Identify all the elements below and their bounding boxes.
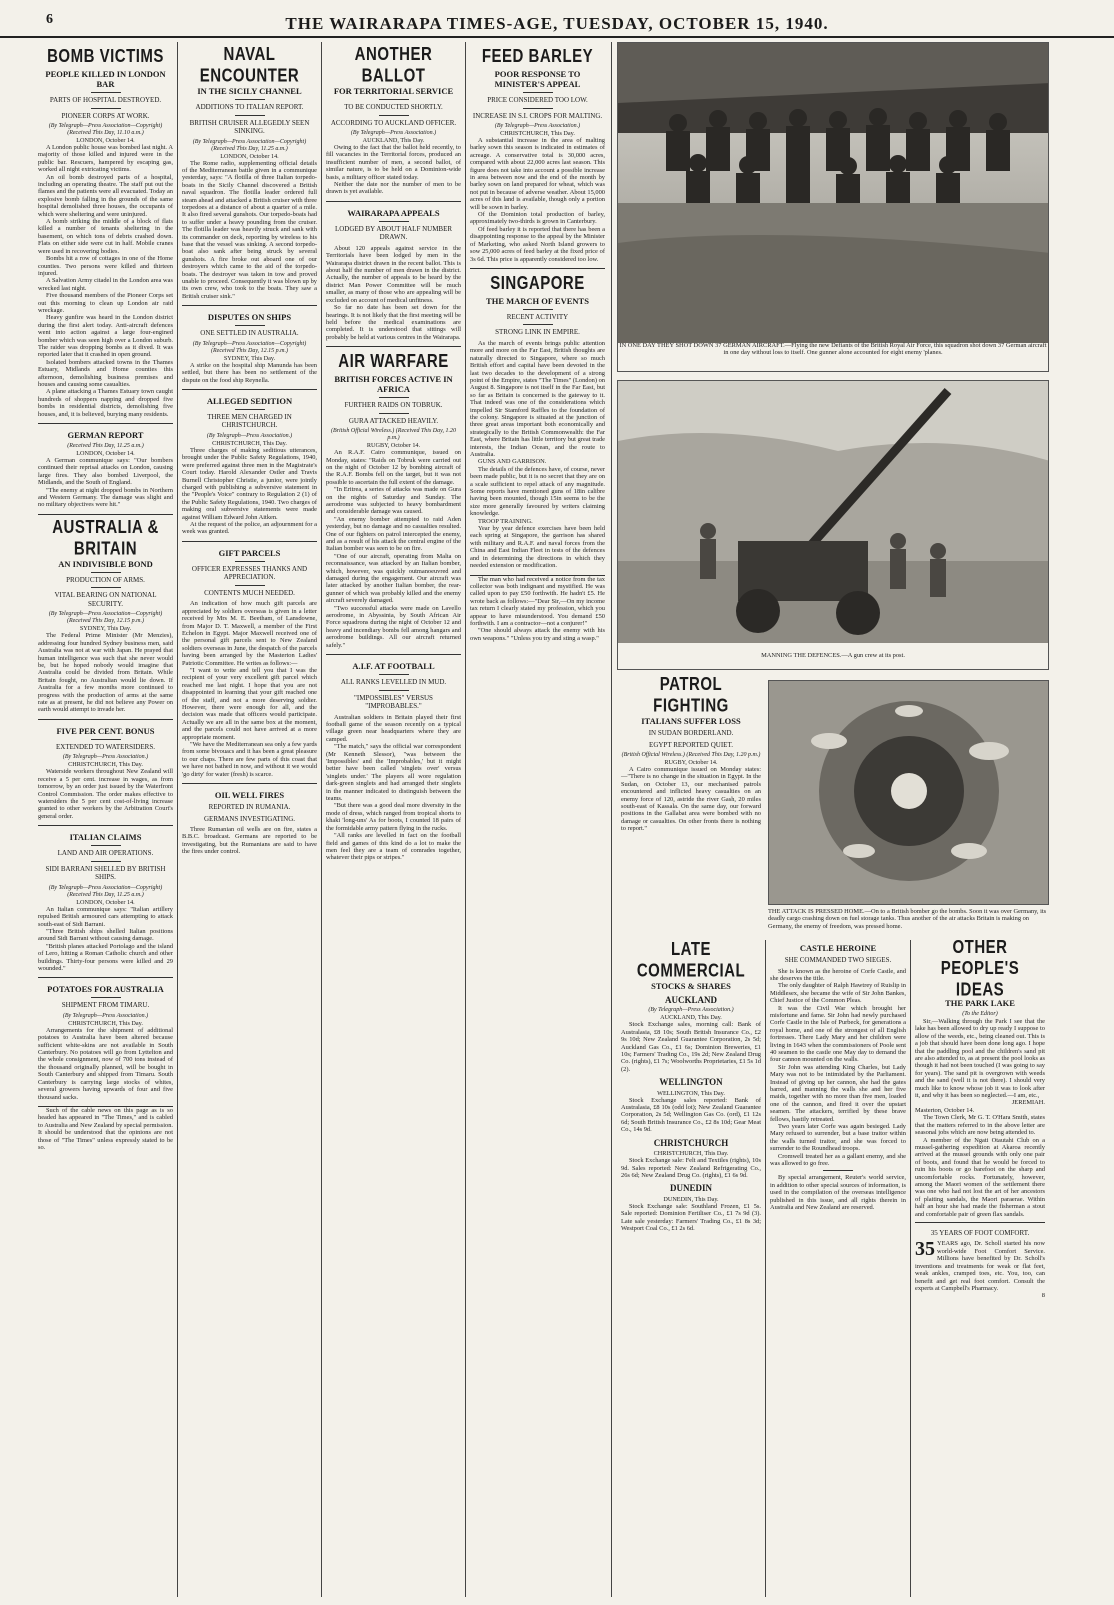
story-subhead: AN INDIVISIBLE BOND (58, 558, 153, 569)
story (182, 542, 317, 784)
paragraph: Stock Exchange sales, morning call: Bank of Australasia, £8 10s; South British Insurance Co., £2 9s 10d; New Zealand Guarantee Corporation, 2s 5d; Auckland Gas Co., £1 6s; Dominion Breweries, £1 10s; Farmers' Trading Co., 19s 2d; New Zealand Drug Co. (rights), £1 7s; Woolworths Proprietaries, £1 5s 1d (2). (621, 1021, 761, 1073)
paragraph: An oil bomb destroyed parts of a hospital, including an operating theatre. The staff put out the flames and the patients were all evacuated. Today an explosive bomb falling in the grounds of the same hospital demolished three houses, the occupants of which were sheltering and were uninjured. (38, 173, 173, 218)
deck-rule (91, 739, 121, 740)
paragraph: A bomb striking the middle of a block of flats killed a number of tenants sheltering in the basement, on which tons of debris crashed down. Flats on either side were cut in half. Mobile cranes were used in recovering bodies. (38, 218, 173, 255)
story-subhead: POOR RESPONSE TO MINISTER'S APPEAL (494, 69, 581, 89)
page-number: 6 (46, 12, 53, 27)
paragraph: A strike on the hospital ship Manunda has been settled, but there has been no settlement of the dispute on the food ship Reynella. (182, 361, 317, 384)
paragraph: A substantial increase in the area of malting barley sown this season is indicated in estimates of acreage. A conservative total is 30,000 acres, compared with about 22,000 acres last season. This figure does not take into account a possible increase in area between now and the end of the month by barley sown on land prepared for wheat, which was not put in because of adverse weather. About 15,000 acres of this land is available, though only a portion will be sown in barley. (470, 137, 605, 211)
story-headline: FEED BARLEY (481, 45, 594, 68)
story-deck: BRITISH CRUISER ALLEGEDLY SEEN SINKING. (189, 118, 310, 135)
credit-line: (By Telegraph—Press Association.) (62, 754, 149, 761)
paragraph: "The match," says the official war correspondent (Mr Kenneth Slessor), "was between the 'Impossibles' and the 'Improbables,' but it might better have been called 'singlets over' versus 'singlets under.' The players all wore regulation dark-green singlets and had arranged their singlets in the manner indicated to distinguish between the teams. (326, 743, 461, 803)
story-headline: BOMB VICTIMS (47, 45, 164, 68)
paragraph: "Three British ships shelled Italian positions around Sidi Barrani without causing damage. (38, 927, 173, 943)
castle-column (766, 940, 910, 1597)
deck-rule (379, 397, 409, 398)
story (182, 306, 317, 390)
story-subhead: WAIRARAPA APPEALS (347, 207, 440, 218)
dateline: SYDNEY, This Day. (223, 354, 276, 362)
story-deck: REPORTED IN RUMANIA. (208, 803, 291, 812)
credit-line: (By Telegraph—Press Association.) (62, 1012, 149, 1019)
credit-line: (By Telegraph—Press Association—Copyright) (Received This Day, 12.15 p.m.) (192, 340, 307, 354)
paragraph: A London public house was bombed last night. A majority of those killed and injured were in the public bar. Rescuers, hampered by escaping gas, worked all night extricating victims. (38, 144, 173, 174)
paragraph: Heavy gunfire was heard in the London district during the first alert today. Anti-aircraft defences went into action against a large four-engined bomber which was seen high over a London suburb. The raider was dropping bombs as it dived. It was reported later that it crashed in open ground. (38, 314, 173, 359)
story-subhead: IN THE SICILY CHANNEL (197, 86, 302, 96)
story-deck: SIDI BARRANI SHELLED BY BRITISH SHIPS. (45, 864, 166, 882)
paragraph: Owing to the fact that the ballot held recently, to fill vacancies in the Territorial forces, produced an insufficient number of men, a second ballot, of similar nature, is to be held on a Dominion-wide basis, a military officer stated today. (326, 144, 461, 181)
deck-rule (235, 585, 265, 586)
commercial-column (617, 940, 765, 1597)
credit-line: (By Telegraph—Press Association.) (494, 123, 581, 129)
paragraph: About 120 appeals against service in the Territorials have been lodged by men in the Wairarapa district drawn in the recent ballot. This is about half the number of men drawn in the district. Actually, the number of appeals to be heard by the district Man Power Committee will be much smaller, as many of those who are appealing will be excluded on account of medical unfitness. (326, 244, 461, 304)
credit-line: (By Telegraph—Press Association.) (648, 1007, 734, 1014)
advert-text: YEARS ago, Dr. Scholl started his now world-wide Foot Comfort Service. Millions have benefited by Dr. Scholl's inventions and treatments for weak or flat feet, weak ankles, cramped toes, etc. You, too, can benefit and get real foot comfort. Consult the experts at Campbell's Pharmacy. (915, 1240, 1045, 1292)
story-deck: PARTS OF HOSPITAL DESTROYED. (49, 96, 162, 104)
story-deck: TO BE CONDUCTED SHORTLY. (344, 103, 443, 111)
paragraph: The Town Clerk, Mr G. T. O'Hara Smith, states that the matters referred to in the above letter are seasonal jobs which are now being attended to. (915, 1114, 1045, 1137)
paragraph: As the march of events brings public attention more and more on the Far East, British thoughts are naturally directed to Singapore, where so much British effort and capital have been devoted in the last two decades to the development of a strong point of the Empire, states "The Times" (London) on August 8. Singapore is not itself in the Far East, but so far as Britain is concerned is the gateway to it. That indeed was one of the considerations which impelled Sir Stamford Raffles to the foundation of the colony. Singapore is situated at the junction of three great areas important both economically and strategically to the British Commonwealth: the Far East, where Britain has little territory but great trade interests, the Indian Ocean, and the route to Australia. (470, 339, 605, 458)
advert (915, 1222, 1045, 1305)
deck-rule (235, 325, 265, 326)
paragraph: Of feed barley it is reported that there has been a disappointing response to the appeal by the Minister of Marketing, who asked North Island growers to sow 25,000 acres of feed barley at the fixed price of 3s 6d. This price is apparently considered too low. (470, 225, 605, 263)
story-deck: LAND AND AIR OPERATIONS. (57, 849, 154, 858)
advert-headline: 35 YEARS OF FOOT COMFORT. (930, 1228, 1030, 1237)
paragraph: A member of the Ngati Otautahi Club on a mussel-gathering expedition at Akaroa recently arrived at the mussel grounds with only one pair of boots, and found that he would be forced to ruin his boots or go barefoot on the sharp and uncomfortable rocks. Fortunately, however, among the Maori women of the settlement there was one who had not lost the art of her ancestors of plaiting sandals, the Maori paraerae. Within half an hour she had made the fisherman a stout and comfortable pair of green flax sandals. (915, 1136, 1045, 1218)
paragraph: "British planes attacked Portolago and the island of Lero, hitting a Roman Catholic church and other buildings. Thirty-four persons were killed and 29 wounded." (38, 942, 173, 972)
deck-rule (235, 115, 265, 116)
column-3 (322, 42, 465, 1597)
deck-rule (235, 99, 265, 100)
dateline: RUGBY, October 14. (366, 442, 421, 450)
story (38, 42, 173, 424)
story (470, 269, 605, 576)
city-heading: CHRISTCHURCH (653, 1137, 729, 1148)
paragraph: So far no date has been set down for the hearings. It is not likely that the first meeting will be held before the medical examinations are completed. It is understood that sittings will probably be held at various centres in the Wairarapa. (326, 304, 461, 341)
credit-line: (By Telegraph—Press Association—Copyright) (Received This Day, 12.15 p.m.) (48, 611, 163, 625)
story-deck: INCREASE IN S.I. CROPS FOR MALTING. (472, 111, 603, 120)
story (470, 42, 605, 269)
paragraph: The details of the defences have, of course, never been made public, but it is no secret that they are on a scale sufficient to repel attack of any magnitude. Some reports have mentioned guns of 18in calibre having been mounted, though 15in seems to be the size more generally favoured by writers claiming knowledge. (470, 465, 605, 518)
story-deck: FURTHER RAIDS ON TOBRUK. (344, 401, 443, 410)
paragraph: Neither the date nor the number of men to be drawn is yet available. (326, 181, 461, 196)
deck-rule (379, 690, 409, 691)
story (38, 515, 173, 720)
paragraph: "One of our aircraft, operating from Malta on reconnaissance, was attacked by an Italian bomber, which, however, was quickly outmanoeuvred and damaged during the engagement. Our aircraft was later attacked by another Italian bomber, the rear-gunner of which was probably killed and the enemy aircraft severely damaged. (326, 552, 461, 605)
story-deck: GERMANS INVESTIGATING. (204, 814, 295, 823)
deck-rule (523, 309, 553, 310)
story (326, 42, 461, 202)
story-subhead: GIFT PARCELS (218, 547, 281, 558)
story-deck: PRODUCTION OF ARMS. (66, 575, 145, 584)
story-deck: IN SUDAN BORDERLAND. (648, 729, 734, 737)
story (38, 978, 173, 1107)
story-headline: AUSTRALIA & BRITAIN (52, 516, 159, 560)
story-deck: PRICE CONSIDERED TOO LOW. (487, 96, 588, 104)
story-subhead: POTATOES FOR AUSTRALIA (47, 984, 164, 995)
paragraph: GUNS AND GARRISON. (478, 458, 547, 466)
story-headline: CASTLE HEROINE (799, 943, 877, 953)
dateline: AUCKLAND, This Day. (660, 1014, 722, 1022)
deck-rule (379, 674, 409, 675)
column-1 (34, 42, 177, 1597)
deck-rule (523, 108, 553, 109)
paragraph: Isolated bombers attacked towns in the Thames Estuary, Midlands and Home counties this afternoon, demolishing business premises and houses and causing some casualties. (38, 358, 173, 388)
credit-line: (By Telegraph—Press Association—Copyright) (Received This Day, 11.25 a.m.) (192, 138, 307, 152)
photo-bomber (768, 680, 1049, 905)
paragraph: "In Eritrea, a series of attacks was made on Gura on the nights of Saturday and Sunday. The aerodrome was subjected to heavy bombardment and considerable damage was caused. (326, 486, 461, 516)
story-headline: AIR WARFARE (338, 351, 449, 373)
dateline: WELLINGTON, This Day. (657, 1089, 725, 1097)
paragraph: Arrangements for the shipment of additional potatoes to Australia have been altered because sufficient white-skins are not available in South Canterbury. No potatoes will go from Lyttelton and the whole consignment, now of 700 tons instead of the thousand originally planned, will be bought in South Canterbury and shipped from Timaru. South Canterbury is carrying large stocks of whites, several growers having upwards of four and five thousand sacks. (38, 1026, 173, 1101)
city-heading: WELLINGTON (659, 1077, 723, 1088)
paragraph: The Rome radio, supplementing official details of the Mediterranean battle given in a communique yesterday, says: "A flotilla of three Italian torpedo-boats in the Sicily Channel discovered a British naval squadron. The flotilla leader ordered full steam ahead and attacked a British cruiser with three torpedoes at a distance of about a quarter of a mile. It also fired several gunshots. Our torpedo-boats had to suffer under a heavy pounding from the cruiser. The flotilla leader was heavily struck and sank with its commander on deck, reporting by wireless to his base that the vessel was sinking. A second torpedo-boat also sank after being struck by several gunshots. A fire broke out aboard one of our destroyers which came to the aid of the torpedo-boats. The destroyer was taken in tow and proved unable to proceed. Consequently it was blown up by its own crew, who took to the boats. They saw a British cruiser sink." (182, 159, 317, 300)
story-subhead: BRITISH FORCES ACTIVE IN AFRICA (334, 374, 453, 395)
city-heading: AUCKLAND (664, 995, 717, 1005)
photo-gun-crew (617, 380, 1049, 670)
story (182, 390, 317, 542)
paragraph: The only daughter of Ralph Hawtrey of Ruislip in Middlesex, she became the wife of Sir John Bankes, Chief Justice of the Common Pleas. (770, 982, 906, 1005)
story-deck: LODGED BY ABOUT HALF NUMBER DRAWN. (334, 224, 453, 242)
story-deck: PIONEER CORPS AT WORK. (61, 111, 150, 120)
paragraph: "I want to write and tell you that I was the recipient of your very excellent gift parcel which reached me last night. I hope that you are not disappointed in learning that your gift reached one of the staff, and not a more deserving soldier. However, there were enough for all, and the decision was made that officers would participate. Actually we are all in the same box at the moment, and the parcels could not have arrived at a more appropriate moment. (182, 666, 317, 741)
story-deck: OFFICER EXPRESSES THANKS AND APPRECIATION. (191, 564, 308, 582)
dateline: LONDON, October 14. (76, 137, 135, 144)
column-rule (611, 42, 612, 1597)
story-subhead: STOCKS & SHARES (651, 981, 731, 991)
patrol-story (617, 675, 765, 937)
deck-rule (91, 861, 121, 862)
credit-line: (British Official Wireless.) (Received This Day, 1.20 p.m.) (621, 752, 761, 758)
paragraph: Two years later Corfe was again besieged. Lady Mary refused to surrender, but a base traitor within the walls turned traitor, and she was forced to surrender to the Roundhead troops. (770, 1123, 906, 1153)
paragraph: A Salvation Army citadel in the London area was wrecked last night. (38, 277, 173, 292)
paragraph: An R.A.F. Cairo communique, issued on Monday, states: "Raids on Tobruk were carried out on the night of October 12 by bombing aircraft of the R.A.F. Bombs fell on the target, but it was not possible to ascertain the full extent of the damage. (326, 449, 461, 486)
story-subhead: THE MARCH OF EVENTS (486, 295, 589, 306)
story (38, 424, 173, 515)
paragraph: It was the Civil War which brought her misfortune and fame. Sir John had newly purchased Corfe Castle in the Isle of Purbeck, for generations a royal home, and one of the strongest of all English fortresses. There Lady Mary and her children were living in 1643 when the commissioners of Poole sent 40 seamen to the castle one May day to demand the four cannon mounted on the walls. (770, 1004, 906, 1064)
story-deck: EGYPT REPORTED QUIET. (649, 740, 733, 749)
deck-rule (91, 997, 121, 998)
letter-to: (To the Editor) (962, 1011, 998, 1017)
dateline: LONDON, October 14. (220, 152, 279, 160)
caption-squadron: IN ONE DAY THEY SHOT DOWN 37 GERMAN AIRCRAFT.—Flying the new Defiants of the British Royal Air Force, this squadron shot down 37 German aircraft in one day without loss to itself. One gunner alone accounted for eight enemy 'planes. (619, 342, 1047, 357)
paragraph: Sir,—Walking through the Park I see that the lake has been allowed to dry up ready I suppose to allow of the weeds, etc., being cleaned out. This is a job that should have been done long ago. I hope that the paddling pool and the children's sand pit are also attended to, as at present the pool looks as though it had not been touched (I was going to say for years). The sand pit is overgrown with weeds and the sand (well it is not there). I should very much like to know whose job it was to look after it, and why it has been so neglected.—I am, etc., (915, 1018, 1045, 1100)
caption-gun-crew: MANNING THE DEFENCES.—A gun crew at its post. (761, 652, 905, 659)
paragraph: She is known as the heroine of Corfe Castle, and she deserves the title. (770, 967, 906, 982)
story-deck: EXTENDED TO WATERSIDERS. (56, 742, 155, 751)
paragraph: "But there was a good deal more diversity in the mode of dress, which ranged from tropical shorts to khaki 'long-uns' As for boots, I counted 18 pairs of the formidable army pattern flying in the rucks. (326, 802, 461, 832)
story-headline: PATROL FIGHTING (653, 675, 729, 717)
paragraph: "The enemy at night dropped bombs in Northern and Western Germany. The damage was slight and no military objectives were hit." (38, 486, 173, 509)
deck-rule (235, 561, 265, 562)
deck-rule (523, 324, 553, 325)
story-subhead: DISPUTES ON SHIPS (207, 312, 292, 323)
story-deck: ONE SETTLED IN AUSTRALIA. (200, 329, 299, 338)
dateline: AUCKLAND, This Day. (362, 137, 425, 144)
story-subhead: GERMAN REPORT (67, 430, 144, 441)
credit-line: (British Official Wireless.) (Received This Day, 1.20 p.m.) (331, 428, 456, 442)
story-deck: RECENT ACTIVITY (506, 312, 569, 321)
story-headline: OTHER PEOPLE'S IDEAS (940, 940, 1020, 1001)
paragraph: A German communique says: "Our bombers continued their reprisal attacks on London, causing large fires. They also bombed Liverpool, the Midlands, and the South of England. (38, 457, 173, 487)
reuters-note: By special arrangement, Reuter's world service, in addition to other special sources of information, is used in the compilation of the overseas intelligence published in this issue, and all rights therein in Australia and New Zealand are reserved. (770, 1174, 906, 1212)
deck-rule (91, 108, 121, 109)
dateline: RUGBY, October 14. (664, 759, 718, 766)
story-deck: "IMPOSSIBLES" VERSUS "IMPROBABLES." (354, 693, 433, 711)
story-subhead: OIL WELL FIRES (214, 790, 285, 801)
story-deck: SHIPMENT FROM TIMARU. (61, 1001, 150, 1010)
deck-rule (91, 572, 121, 573)
story-headline: NAVAL ENCOUNTER (199, 43, 300, 87)
column-2 (178, 42, 321, 1597)
story-subhead: A.I.F. AT FOOTBALL (352, 661, 435, 672)
story-deck: CONTENTS MUCH NEEDED. (204, 588, 295, 597)
paragraph: An Italian communique says: "Italian artillery repulsed British armoured cars attempting to attack south-east of Sidi Barrani. (38, 905, 173, 928)
paragraph: An indication of how much gift parcels are appreciated by soldiers overseas is given in a letter received by Mrs M. E. Beetham, of Lansdowne, from Major D. T. Maxwell, a member of the First Echelon in Egypt. Major Maxwell received one of the personal gift parcels sent to New Zealand soldiers overseas in June, the despatch of the parcels having been arranged by the Masterton Ladies' Patriotic Committee. He writes as follows:— (182, 600, 317, 667)
story-subhead: FIVE PER CENT. BONUS (56, 725, 155, 736)
story (38, 720, 173, 826)
story-deck: STRONG LINK IN EMPIRE. (495, 328, 580, 337)
story-subhead: ITALIANS SUFFER LOSS (641, 716, 741, 726)
credit-line: (Received This Day, 11.25 a.m.) (67, 443, 144, 450)
story (182, 42, 317, 306)
dateline: DUNEDIN, This Day. (663, 1195, 719, 1203)
advert-drop-numeral: 35 (915, 1238, 935, 1261)
dateline: CHRISTCHURCH, This Day. (68, 761, 143, 769)
story-subhead: PEOPLE KILLED IN LONDON BAR (45, 69, 166, 89)
paragraph: "All ranks are levelled in fact on the football field and games of this kind do a lot to make the men feel they are a team of comrades together, whatever their pips or stripes." (326, 832, 461, 862)
story (326, 347, 461, 655)
deck-rule (379, 221, 409, 222)
deck-rule (235, 409, 265, 410)
deck-rule (379, 99, 409, 100)
deck-rule (523, 92, 553, 93)
story-subhead: SHE COMMANDED TWO SIEGES. (784, 956, 892, 964)
story-headline: LATE COMMERCIAL (636, 940, 746, 982)
paragraph: "An enemy bomber attempted to raid Aden yesterday, but no damage and no casualties resulted. One of our fighters on patrol intercepted the enemy, and as a result of his attack the central engine of the Italian bomber was seen to be on fire. (326, 515, 461, 553)
dateline: LONDON, October 14. (76, 450, 135, 458)
paragraph: Stock Exchange sale: Southland Frozen, £1 5s. Sale reported: Dominion Fertiliser Co., £1 7s 9d (3). Late sale yesterday: Farmers' Trading Co., £1 8s 3d; Westport Coal Co., £1 2s 6d. (621, 1202, 761, 1232)
letter-place: Masterton, October 14. (915, 1106, 975, 1114)
story-deck: GURA ATTACKED HEAVILY. (348, 416, 439, 425)
dateline: CHRISTCHURCH, This Day. (68, 1019, 143, 1027)
column-4 (466, 42, 609, 1597)
paragraph: Australian soldiers in Britain played their first football game of the season recently on a typical village green near headquarters where they are camped. (326, 713, 461, 743)
paragraph: Stock Exchange sales reported: Bank of Australasia, £8 10s (odd lot); New Zealand Guarantee Corporation, 2s 5d; Wellington Gas Co. (ord), £1 12s 6d; South British Insurance Co., £2 8s 10d; Gear Meat Co., 14s 9d. (621, 1096, 761, 1134)
paragraph: Five thousand members of the Pioneer Corps set out this morning to clean up London air raid wreckage. (38, 292, 173, 314)
story-deck: ALL RANKS LEVELLED IN MUD. (340, 678, 447, 687)
paragraph: TROOP TRAINING. (478, 517, 533, 525)
story (326, 655, 461, 867)
paragraph: The man who had received a notice from the tax collector was both indignant and mystified. He was called upon to pay £50 forthwith. He hadn't £5. He wrote back as follows:—"Dear Sir,—On my income tax return I clearly stated my profession, which you appear to have misunderstood. You demand £50 forthwith. I am a contractor—not a conjurer!" (470, 575, 605, 627)
paragraph: "We have the Mediterranean sea only a few yards from some bivouacs and it has been a great pleasure to our chaps. There are few parts of this coast that we have not bathed in now, and without it we would 'go dirty' for water (fresh) is scarce. (182, 741, 317, 778)
paragraph: Sir John was attending King Charles, but Lady Mary was not to be intimidated by the Parliament. Instead of giving up her cannon, she had the gates barred, and manning the walls she and her five maids, together with no more than five men, loaded one of the cannon, and fired it over the upstart seamen. The attackers, terrified by these brave fellows, hastily retreated. (770, 1063, 906, 1123)
paragraph: Bombs hit a row of cottages in one of the Home counties. Two persons were killed and thirteen injured. (38, 255, 173, 277)
story-subhead: ALLEGED SEDITION (206, 395, 293, 406)
paragraph: Waterside workers throughout New Zealand will receive a 5 per cent. increase in wages, as from tomorrow, by an order just issued by the Waterfront Control Commission. The order makes effective to watersiders the 5 per cent cost-of-living increase granted to other workers by the Arbitration Court's general order. (38, 768, 173, 820)
dateline: LONDON, October 14. (76, 898, 135, 906)
deck-rule (91, 845, 121, 846)
city-heading: DUNEDIN (669, 1183, 712, 1194)
story-headline: ANOTHER BALLOT (354, 43, 433, 87)
masthead (0, 0, 1114, 38)
paragraph: Of the Dominion total production of barley, approximately two-thirds is grown in Canterbury. (470, 211, 605, 226)
story-headline: SINGAPORE (490, 272, 585, 295)
story (326, 202, 461, 347)
photo-squadron (617, 42, 1049, 372)
story-deck: ACCORDING TO AUCKLAND OFFICER. (330, 118, 457, 127)
story (182, 784, 317, 861)
credit-line: (By Telegraph—Press Association—Copyright) (Received This Day, 11.25 a.m.) (48, 884, 163, 898)
story-subhead: FOR TERRITORIAL SERVICE (333, 86, 454, 96)
paragraph: "Two successful attacks were made on Lavello aerodrome, in Abyssinia, by South African Air Force squadrons during the night of October 12 and heavy and incendiary bombs fell among hangars and aerodrome buildings. All our aircraft returned safely." (326, 604, 461, 649)
rule-short (823, 1170, 853, 1171)
paragraph: Stock Exchange sale: Felt and Textiles (rights), 10s 9d. Sales reported: New Zealand Refrigerating Co., 26s 6d; New Zealand Drug Co. (rights), £1 6s 9d. (621, 1157, 761, 1179)
story-deck: VITAL BEARING ON NATIONAL SECURITY. (54, 591, 157, 608)
dateline: CHRISTCHURCH, This Day. (653, 1150, 729, 1158)
credit-line: (By Telegraph—Press Association—Copyright) (Received This Day, 11.10 a.m.) (48, 123, 163, 136)
deck-rule (91, 92, 121, 93)
dateline: CHRISTCHURCH, This Day. (212, 439, 287, 447)
paragraph: Three Rumanian oil wells are on fire, states a B.B.C. broadcast. Germans are reported to be investigating, but the Rumanians are said to have the fires under control. (182, 826, 317, 856)
advert-number: 8 (1041, 1292, 1045, 1300)
story-deck: THREE MEN CHARGED IN CHRISTCHURCH. (207, 412, 292, 430)
paragraph: The Federal Prime Minister (Mr Menzies), addressing four hundred Sydney business men, said Australia was not at war with Japan. He prayed that human intelligence was such that she never would be, but he hoped nobody would imagine that Australia could be divided from Britain. While Britain fought, no Australian would lie down. If Australia for a few months more continued to progress with the production of arms at the same rate as at present, he did not believe any Power on earth would attempt to invade her. (38, 632, 173, 714)
paragraph: At the request of the police, an adjournment for a week was granted. (182, 521, 317, 536)
paragraph: Three charges of making seditious utterances, brought under the Public Safety Regulations, 1940, were preferred against three men in the Magistrate's Court today. Harold Alexander Ostler and Travis Burnell Christopher Christie, a junior, were jointly charged with publishing a subversive statement in the "People's Voice" contrary to Regulation 2 (1) of the Public Safety Regulations, 1940. Two charges of making oral subversive statements were made against William Edward John Aitken. (182, 446, 317, 521)
advert-body (915, 1240, 1045, 1292)
story-deck: ADDITIONS TO ITALIAN REPORT. (195, 103, 304, 111)
cable-note: Such of the cable news on this page as is so headed has appeared in "The Times," and is cabled to Australia and New Zealand by special permission. It should be understood that the opinions are not those of "The Times" unless expressly stated to be so. (38, 1106, 173, 1151)
paragraph: A Cairo communique issued on Monday states:—"There is no change in the situation in Egypt. In the Sudan, on October 13, our mechanised patrols encountered and inflicted heavy casualties on an enemy force of 120, astride the river Gash, 20 miles south-east of Kassala. On the same day, our forward positions in the Gallabat area were bombed with no damage or casualties. On other fronts there is nothing to report." (621, 766, 761, 833)
paragraph: "One should always attack the enemy with his own weapons." "Unless you try and sting a wasp." (470, 627, 605, 642)
story (38, 826, 173, 978)
credit-line: (By Telegraph—Press Association.) (350, 130, 437, 136)
paragraph: A plane attacking a Thames Estuary town caught hundreds of shoppers napping and dropped five bombs in residential districts, demolishing five houses, and, it is believed, burying many residents. (38, 388, 173, 418)
story-subhead: THE PARK LAKE (945, 998, 1015, 1008)
paragraph: Year by year defence exercises have been held each spring at Singapore, the garrison has shared with military and R.A.F. and naval forces from the China and East Indian Fleet in tests of the defences and in determining the directions in which they needed extension or modification. (470, 525, 605, 570)
letter-signature: JEREMIAH. (1011, 1099, 1045, 1107)
dateline: CHRISTCHURCH, This Day. (500, 130, 575, 137)
deck-rule (379, 413, 409, 414)
deck-rule (91, 587, 121, 588)
caption-bomber: THE ATTACK IS PRESSED HOME.—On to a British bomber go the bombs. Soon it was over Germany, its deadly cargo crashing down on fuel storage tanks. Thus another of the air attacks Britain is making on Germany, the enemy of freedom, was pressed home. (768, 908, 1047, 930)
dateline: SYDNEY, This Day. (79, 625, 132, 633)
deck-rule (379, 115, 409, 116)
ideas-column (911, 940, 1049, 1597)
credit-line: (By Telegraph—Press Association.) (206, 432, 293, 439)
paragraph: Cromwell treated her as a gallant enemy, and she was allowed to go free. (770, 1152, 906, 1168)
story-subhead: ITALIAN CLAIMS (69, 832, 142, 843)
newspaper-title: THE WAIRARAPA TIMES-AGE, TUESDAY, OCTOBER 15, 1940. (285, 14, 829, 33)
